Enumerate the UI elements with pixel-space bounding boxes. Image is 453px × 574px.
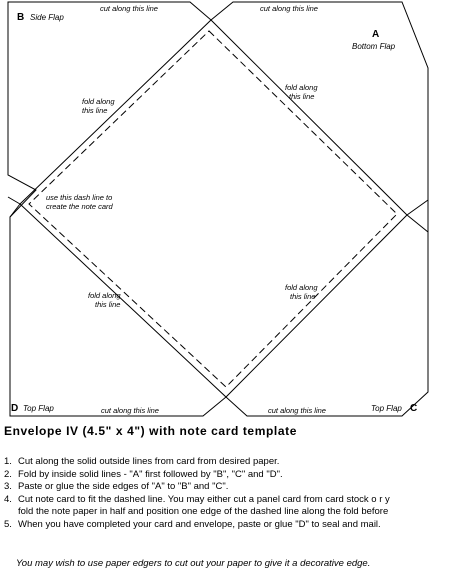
fold-label-line-1: fold along	[285, 283, 318, 292]
instruction-item	[4, 494, 453, 507]
fold-label-line-2: this line	[82, 106, 108, 115]
instruction-number: 1.	[4, 456, 12, 467]
corner-a-name: Bottom Flap	[352, 42, 396, 51]
instruction-item	[4, 456, 453, 469]
fold-label-line-2: this line	[95, 300, 121, 309]
page-title: Envelope IV (4.5" x 4") with note card template	[4, 424, 297, 438]
instruction-item	[4, 481, 453, 494]
instruction-list	[4, 456, 453, 531]
corner-b-letter: B	[17, 12, 25, 23]
instruction-text: Fold by inside solid lines - "A" first followed by "B", "C" and "D".	[18, 468, 283, 480]
instruction-text: Cut along the solid outside lines from card from desired paper.	[18, 456, 280, 467]
instruction-item	[4, 469, 453, 482]
instruction-item	[4, 519, 453, 532]
instruction-text: Paste or glue the side edges of "A" to "B" and "C".	[18, 481, 229, 492]
fold-label-lower-left	[88, 291, 123, 309]
dash-line-label-line-2: create the note card	[46, 202, 113, 211]
fold-label-upper-right	[285, 83, 320, 101]
instruction-number: 5.	[4, 518, 12, 530]
instruction-text: fold the note paper in half and position one edge of the dashed line along the fold before	[18, 506, 389, 517]
fold-extension-right	[407, 200, 428, 232]
fold-label-upper-left	[82, 97, 117, 115]
fold-extension-left	[8, 197, 20, 217]
instruction-text: When you have completed your card and envelope, paste or glue "D" to seal and mail.	[18, 518, 381, 530]
dash-line-label-line-1: use this dash line to	[46, 193, 113, 202]
instruction-number: 3.	[4, 481, 12, 492]
fold-label-line-1: fold along	[88, 291, 121, 300]
corner-d-letter: D	[11, 403, 19, 414]
corner-a-letter: A	[372, 29, 380, 40]
instruction-number: 4.	[4, 493, 12, 505]
fold-label-line-2: this line	[289, 92, 315, 101]
corner-d-name: Top Flap	[23, 404, 54, 413]
cut-label-bottom-left: cut along this line	[101, 406, 159, 415]
corner-c-letter: C	[410, 403, 418, 414]
corner-c-name: Top Flap	[371, 404, 402, 413]
fold-label-line-2: this line	[290, 292, 316, 301]
instruction-item-continued	[4, 506, 453, 519]
corner-b-name: Side Flap	[30, 13, 64, 22]
cut-label-top-right: cut along this line	[260, 4, 318, 13]
instruction-text: Cut note card to fit the dashed line. You may either cut a panel card from card stock o r y	[18, 493, 390, 505]
fold-label-line-1: fold along	[285, 83, 318, 92]
instruction-number: 2.	[4, 468, 12, 480]
fold-label-lower-right	[285, 283, 320, 301]
cut-label-top-left: cut along this line	[100, 4, 158, 13]
tip-note: You may wish to use paper edgers to cut out your paper to give it a decorative edge.	[16, 558, 371, 569]
cut-label-bottom-right: cut along this line	[268, 406, 326, 415]
fold-label-line-1: fold along	[82, 97, 115, 106]
dash-line-label	[46, 193, 114, 211]
